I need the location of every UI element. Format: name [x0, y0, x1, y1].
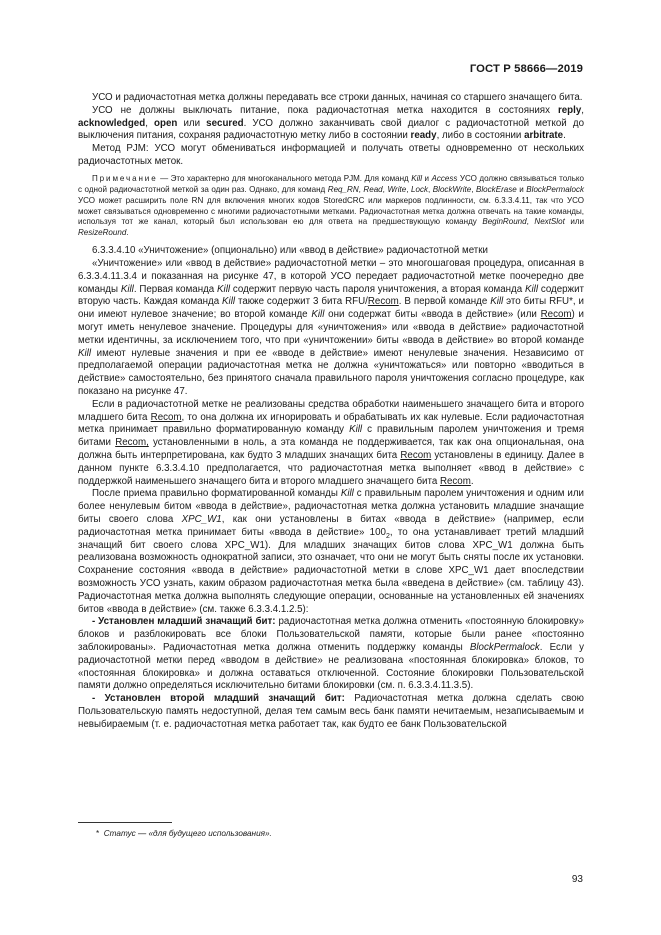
paragraph-msb-order: УСО и радиочастотная метка должны передавать все строки данных, начиная со старшего значащего бита. [92, 92, 583, 103]
paragraph-second-lsb-set: - Установлен второй младший значащий бит: Радиочастотная метка должна сделать свою Пользовательскую память недоступной, делая тем самым весь банк памяти нечитаемым, незаписываемым и невыбираемым (т. е. радиочастотная метка работает так, как будто ее банк Пользовательской [78, 693, 584, 730]
page-body [78, 92, 584, 732]
footnote-divider [78, 822, 172, 823]
page-number: 93 [571, 874, 583, 885]
section-heading-kill: 6.3.3.4.10 «Уничтожение» (опционально) или «ввод в действие» радиочастотной метки [92, 245, 488, 257]
paragraph-lsb-set: - Установлен младший значащий бит: радиочастотная метка должна отменить «постоянную блокировку» блоков и разблокировать все блоки Пользовательской памяти, которые были ранее «постоянно заблокированы». Радиочастотная метка должна отменить поддержку команды BlockPermalock. Если у радиочастотной метки перед «вводом в действие» не реализована «постоянная блокировка» блоков, то «постоянная блокировка» и должна оставаться отключенной. Состояние блокировки Пользовательской памяти должно определяться исключительно битами блокировки (см. п. 6.3.3.4.11.3.5). [78, 616, 585, 692]
paragraph-recom-bits: Если в радиочастотной метке не реализованы средства обработки наименьшего значащего бита и второго младшего бита Recom, то она должна их игнорировать и обрабатывать их как нулевые. Если радиочастотная метка принимает правильно форматированную команду Kill с правильным паролем уничтожения и тремя битами Recom, установленными в ноль, а эта команда не поддерживается, так как она опциональная, она должна быть интерпретирована, как будто 3 младших значащих бита Recom установлены в единицу. Далее в данном пункте 6.3.3.4.10 предполагается, что радиочастотная метка выполняет «ввод в действие» с поддержкой наименьшего значащего бита и второго младшего значащего бита Recom. [78, 398, 585, 487]
paragraph-xpc-w1: После приема правильно форматированной команды Kill с правильным паролем уничтожения и одним или более ненулевым битом «ввода в действие», радиочастотная метка должна установить младшие значащие биты своего слова XPC_W1, как они установлены в битах «ввода в действие» (например, если радиочастотная метка принимает биты «ввода в действие» $100_2$, то она устанавливает третий младший значащий бит своего слова XPC_W1). Для младших значащих битов слова XPC_W1 должна быть реализована возможность однократной записи, это означает, что они не могут быть сняты после их установки. Сохранение состояния «ввода в действие» радиочастотной метки в слове XPC_W1 дает впоследствии возможность УСО узнать, каким образом радиочастотная метка была «введена в действие» (см. таблицу 43). Радиочастотная метка должна выполнять следующие операции, основанные на установленных ей значениях битов «ввода в действие» (см. также 6.3.3.4.1.2.5): [78, 488, 585, 615]
paragraph-pjm-method: Метод PJM: УСО могут обмениваться информацией и получать ответы одновременно от нескольких радиочастотных меток. [78, 143, 584, 167]
note-pjm: Примечание — Это характерно для многоканального метода PJM. Для команд Kill и Access УСО должно связываться только с одной радиочастотной меткой за один раз. Однако, для команд Req_RN, Read, Write, Lock, BlockWrite, BlockErase и BlockPermalock УСО может расширить поле RN для включения многих кодов StoredCRC или маркеров подлинности, см. 6.3.3.4.11, так что УСО может связываться одновременно с многими радиочастотными метками. Радиочастотная метка должна отвечать на такие команды, используя тот же канал, который был использован ею для ответа на предшествующую команду BeginRound, NextSlot или ResizeRound. [78, 173, 585, 238]
footnote: * Статус — «для будущего использования». [96, 829, 272, 838]
paragraph-power-off: УСО не должны выключать питание, пока радиочастотная метка находится в состояниях reply, acknowledged, open или secured. УСО должно заканчивать свой диалог с радиочастотной меткой до выключения питания, сохраняя радиочастотную метку либо в состоянии ready, либо в состоянии arbitrate. [78, 104, 584, 142]
standard-header: ГОСТ Р 58666—2019 [469, 63, 583, 75]
paragraph-kill-procedure: «Уничтожение» или «ввод в действие» радиочастотной метки – это многошаговая процедура, описанная в 6.3.3.4.11.3.4 и показанная на рисунке 47, в которой УСО передает радиочастотной метке поочередно две команды Kill. Первая команда Kill содержит первую часть пароля уничтожения, а вторая команда Kill содержит вторую часть. Каждая команда Kill также содержит 3 бита RFU/Recom. В первой команде Kill это биты RFU*, и они имеют нулевое значение; во второй команде Kill они содержат биты «ввода в действие» (или Recom) и могут иметь ненулевое значение. Процедуры для «уничтожения» или «ввода в действие» радиочастотной метки идентичны, за исключением того, что при «уничтожении» биты «ввода в действие» во второй команде Kill имеют нулевые значения и при ее «вводе в действие» имеют ненулевые значения. Независимо от предполагаемой операции радиочастотная метка не должна «уничтожаться» или повторно «вводиться в действие» самостоятельно, без принятого сначала правильного пароля уничтожения согласно процедуре, как показано на рисунке 47. [78, 258, 584, 397]
